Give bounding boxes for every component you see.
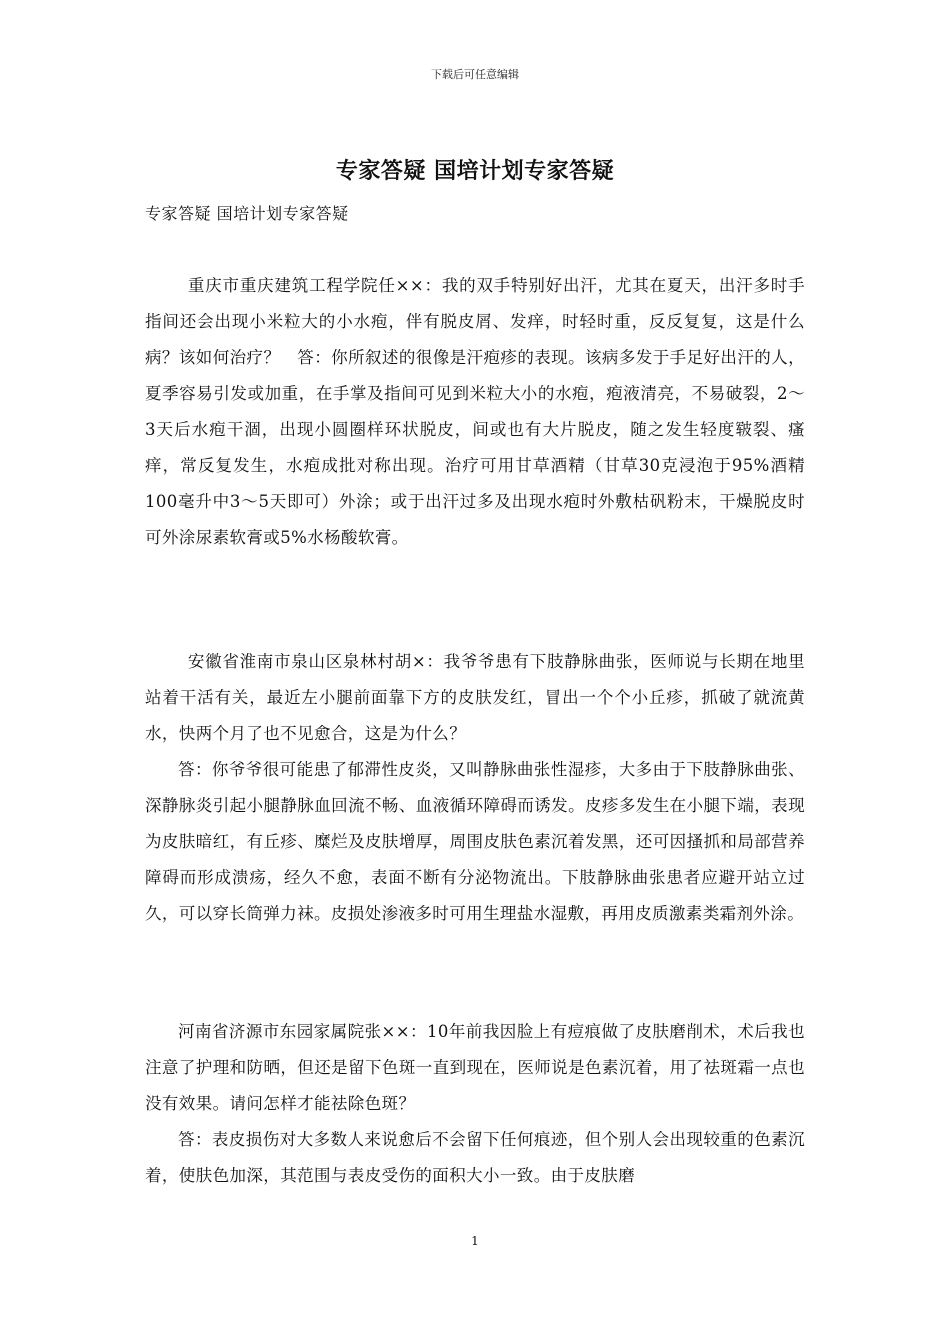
qa-2-answer: 答：你爷爷很可能患了郁滞性皮炎，又叫静脉曲张性湿疹，大多由于下肢静脉曲张、深静脉炎引起小腿静脉血回流不畅、血液循环障碍而诱发。皮疹多发生在小腿下端，表现为皮肤暗红，有丘疹、糜烂及皮肤增厚，周围皮肤色素沉着发黑，还可因搔抓和局部营养障碍而形成溃疡，经久不愈，表面不断有分泌物流出。下肢静脉曲张患者应避开站立过久，可以穿长筒弹力袜。皮损处渗液多时可用生理盐水湿敷，再用皮质激素类霜剂外涂。 [145,760,805,923]
document-subtitle: 专家答疑 国培计划专家答疑 [145,204,349,223]
page-number: 1 [471,1234,479,1248]
qa-block-3 [145,1014,805,1194]
header-note: 下载后可任意编辑 [431,68,519,81]
qa-block-1 [145,268,805,556]
qa-block-2 [145,644,805,932]
qa-1-paragraph: 重庆市重庆建筑工程学院任××：我的双手特别好出汗，尤其在夏天，出汗多时手指间还会出现小米粒大的小水疱，伴有脱皮屑、发痒，时轻时重，反反复复，这是什么病？该如何治疗？ 答：你所叙述的很像是汗疱疹的表现。该病多发于手足好出汗的人，夏季容易引发或加重，在手掌及指间可见到米粒大小的水疱，疱液清亮，不易破裂，2～3天后水疱干涸，出现小圆圈样环状脱皮，间或也有大片脱皮，随之发生轻度皲裂、瘙痒，常反复发生，水疱成批对称出现。治疗可用甘草酒精（甘草30克浸泡于95%酒精100毫升中3～5天即可）外涂；或于出汗过多及出现水疱时外敷枯矾粉末，干燥脱皮时可外涂尿素软膏或5%水杨酸软膏。 [145,276,805,547]
qa-2-question: 安徽省淮南市泉山区泉林村胡×：我爷爷患有下肢静脉曲张，医师说与长期在地里站着干活有关，最近左小腿前面靠下方的皮肤发红，冒出一个个小丘疹，抓破了就流黄水，快两个月了也不见愈合，这是为什么？ [145,652,805,743]
qa-3-question: 河南省济源市东园家属院张××：10年前我因脸上有痘痕做了皮肤磨削术，术后我也注意了护理和防晒，但还是留下色斑一直到现在，医师说是色素沉着，用了祛斑霜一点也没有效果。请问怎样才能祛除色斑？ [145,1022,805,1113]
document-title: 专家答疑 国培计划专家答疑 [335,158,615,184]
qa-3-answer: 答：表皮损伤对大多数人来说愈后不会留下任何痕迹，但个别人会出现较重的色素沉着，使肤色加深，其范围与表皮受伤的面积大小一致。由于皮肤磨 [145,1130,805,1185]
